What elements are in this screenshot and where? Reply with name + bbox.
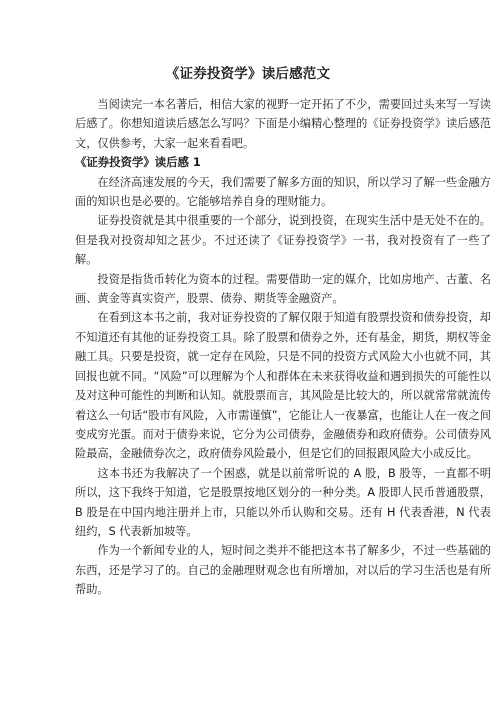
body-paragraph: 这本书还为我解决了一个困惑，就是以前常听说的 A 股，B 股等，一直都不明所以，这下我终于知道，它是股票按地区划分的一种分类。A 股即人民币普通股票，B 股是在中国内地注册并上市，只能以外币认购和交易。还有 H 代表香港，N 代表纽约，S 代表新加坡等。 xyxy=(75,466,491,538)
document-body xyxy=(75,95,491,600)
document-title: 《证券投资学》读后感范文 xyxy=(165,66,331,82)
section-heading: 《证券投资学》读后感 1 xyxy=(75,155,201,170)
body-paragraph: 投资是指货币转化为资本的过程。需要借助一定的媒介，比如房地产、古董、名画、黄金等真实资产，股票、债券、期货等金融资产。 xyxy=(75,272,491,306)
body-paragraph: 作为一个新闻专业的人，短时间之类并不能把这本书了解多少，不过一些基础的东西，还是学习了的。自己的金融理财观念也有所增加，对以后的学习生活也是有所帮助。 xyxy=(75,544,491,597)
body-paragraph: 在看到这本书之前，我对证券投资的了解仅限于知道有股票投资和债券投资，却不知道还有其他的证券投资工具。除了股票和债券之外，还有基金，期货，期权等金融工具。只要是投资，就一定存在风险，只是不同的投资方式风险大小也就不同，其回报也就不同。“风险”可以理解为个人和群体在未来获得收益和遇到损失的可能性以及对这种可能性的判断和认知。就股票而言，其风险是比较大的，所以就常常就流传着这么一句话“股市有风险，入市需谨慎”，它能让人一夜暴富，也能让人在一夜之间变成穷光蛋。而对于债券来说，它分为公司债券，金融债券和政府债券。公司债券风险最高，金融债券次之，政府债券风险最小，但是它们的回报跟风险大小成反比。 xyxy=(75,311,491,461)
intro-paragraph: 当阅读完一本名著后，相信大家的视野一定开拓了不少，需要回过头来写一写读后感了。你想知道读后感怎么写吗？下面是小编精心整理的《证券投资学》读后感范文，仅供参考，大家一起来看看吧。 xyxy=(75,98,491,150)
body-paragraph: 证券投资就是其中很重要的一个部分，说到投资，在现实生活中是无处不在的。但是我对投资却知之甚少。不过还读了《证券投资学》一书，我对投资有了一些了解。 xyxy=(75,214,491,267)
body-paragraph: 在经济高速发展的今天，我们需要了解多方面的知识，所以学习了解一些金融方面的知识也是必要的。它能够培养自身的理财能力。 xyxy=(75,175,491,209)
